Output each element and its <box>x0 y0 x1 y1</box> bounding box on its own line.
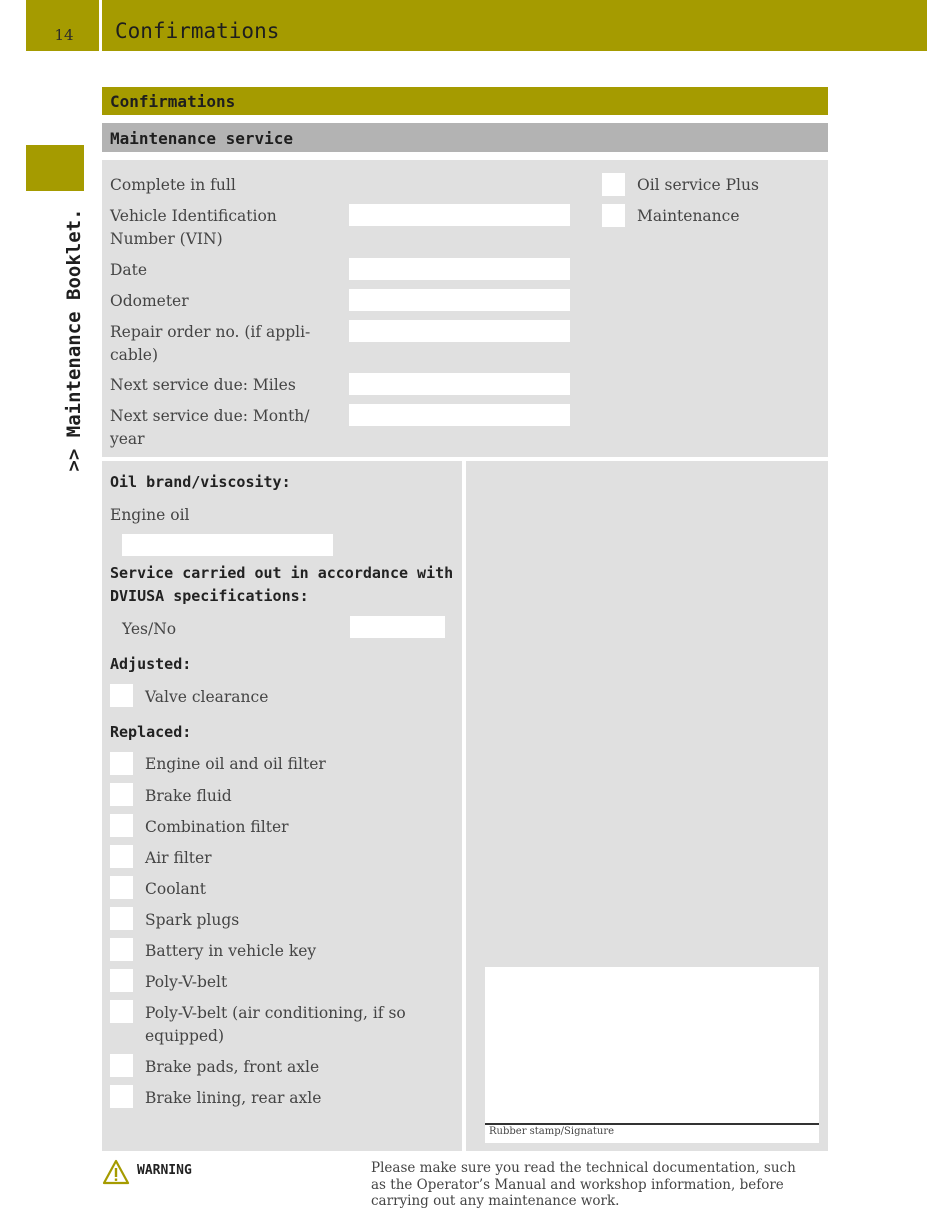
air-filter-checkbox[interactable] <box>110 845 133 868</box>
spark-plugs-label: Spark plugs <box>145 911 240 929</box>
yes-no-label: Yes/No <box>122 620 177 638</box>
dvi-spec-heading: Service carried out in accordance with DVIUSA specifications: <box>110 564 454 605</box>
engine-oil-field[interactable] <box>122 534 333 556</box>
sidebar-vertical-title: >> Maintenance Booklet. <box>63 208 85 472</box>
complete-in-full-label: Complete in full <box>110 176 236 194</box>
section-subtitle: Maintenance service <box>110 129 294 148</box>
battery-key-checkbox[interactable] <box>110 938 133 961</box>
page-number: 14 <box>54 26 74 44</box>
poly-v-belt-label: Poly-V-belt <box>145 973 228 991</box>
repair-order-field[interactable] <box>349 320 570 342</box>
date-label: Date <box>110 261 148 279</box>
combination-filter-label: Combination filter <box>145 818 289 836</box>
spark-plugs-checkbox[interactable] <box>110 907 133 930</box>
coolant-label: Coolant <box>145 880 206 898</box>
brake-fluid-label: Brake fluid <box>145 787 232 805</box>
coolant-checkbox[interactable] <box>110 876 133 899</box>
section-subtitle-bar <box>102 123 828 152</box>
brake-lining-rear-label: Brake lining, rear axle <box>145 1089 322 1107</box>
valve-clearance-label: Valve clearance <box>145 688 269 706</box>
brake-fluid-checkbox[interactable] <box>110 783 133 806</box>
next-service-month-field[interactable] <box>349 404 570 426</box>
warning-label: WARNING <box>137 1163 192 1178</box>
combination-filter-checkbox[interactable] <box>110 814 133 837</box>
yes-no-field[interactable] <box>350 616 445 638</box>
odometer-field[interactable] <box>349 289 570 311</box>
stamp-caption: Rubber stamp/Signature <box>489 1126 615 1137</box>
brake-pads-front-label: Brake pads, front axle <box>145 1058 320 1076</box>
page-title: Confirmations <box>115 19 280 43</box>
odometer-label: Odometer <box>110 292 189 310</box>
engine-oil-label: Engine oil <box>110 506 190 524</box>
poly-v-belt-ac-label: Poly-V-belt (air conditioning, if so equipped) <box>145 1004 406 1045</box>
maintenance-checkbox[interactable] <box>602 204 625 227</box>
next-service-month-label: Next service due: Month/ year <box>110 407 310 448</box>
rubber-stamp-area[interactable] <box>485 967 819 1124</box>
section-title: Confirmations <box>110 92 236 111</box>
section-title-bar <box>102 87 828 115</box>
vin-field[interactable] <box>349 204 570 226</box>
battery-key-label: Battery in vehicle key <box>145 942 317 960</box>
adjusted-heading: Adjusted: <box>110 655 192 673</box>
oil-brand-heading: Oil brand/viscosity: <box>110 473 291 491</box>
poly-v-belt-checkbox[interactable] <box>110 969 133 992</box>
brake-pads-front-checkbox[interactable] <box>110 1054 133 1077</box>
valve-clearance-checkbox[interactable] <box>110 684 133 707</box>
header-divider <box>99 0 102 51</box>
maintenance-label: Maintenance <box>637 207 740 225</box>
warning-text: Please make sure you read the technical documentation, such as the Operator’s Manual and workshop information, before carrying out any maintenance work. <box>371 1160 796 1209</box>
date-field[interactable] <box>349 258 570 280</box>
next-service-miles-field[interactable] <box>349 373 570 395</box>
engine-oil-filter-checkbox[interactable] <box>110 752 133 775</box>
engine-oil-filter-label: Engine oil and oil filter <box>145 755 326 773</box>
air-filter-label: Air filter <box>145 849 212 867</box>
replaced-heading: Replaced: <box>110 723 192 741</box>
oil-service-plus-label: Oil service Plus <box>637 176 759 194</box>
next-service-miles-label: Next service due: Miles <box>110 376 296 394</box>
brake-lining-rear-checkbox[interactable] <box>110 1085 133 1108</box>
vin-label: Vehicle Identification Number (VIN) <box>110 207 277 248</box>
oil-service-plus-checkbox[interactable] <box>602 173 625 196</box>
repair-order-label: Repair order no. (if appli- cable) <box>110 323 311 364</box>
warning-icon <box>102 1159 130 1185</box>
poly-v-belt-ac-checkbox[interactable] <box>110 1000 133 1023</box>
